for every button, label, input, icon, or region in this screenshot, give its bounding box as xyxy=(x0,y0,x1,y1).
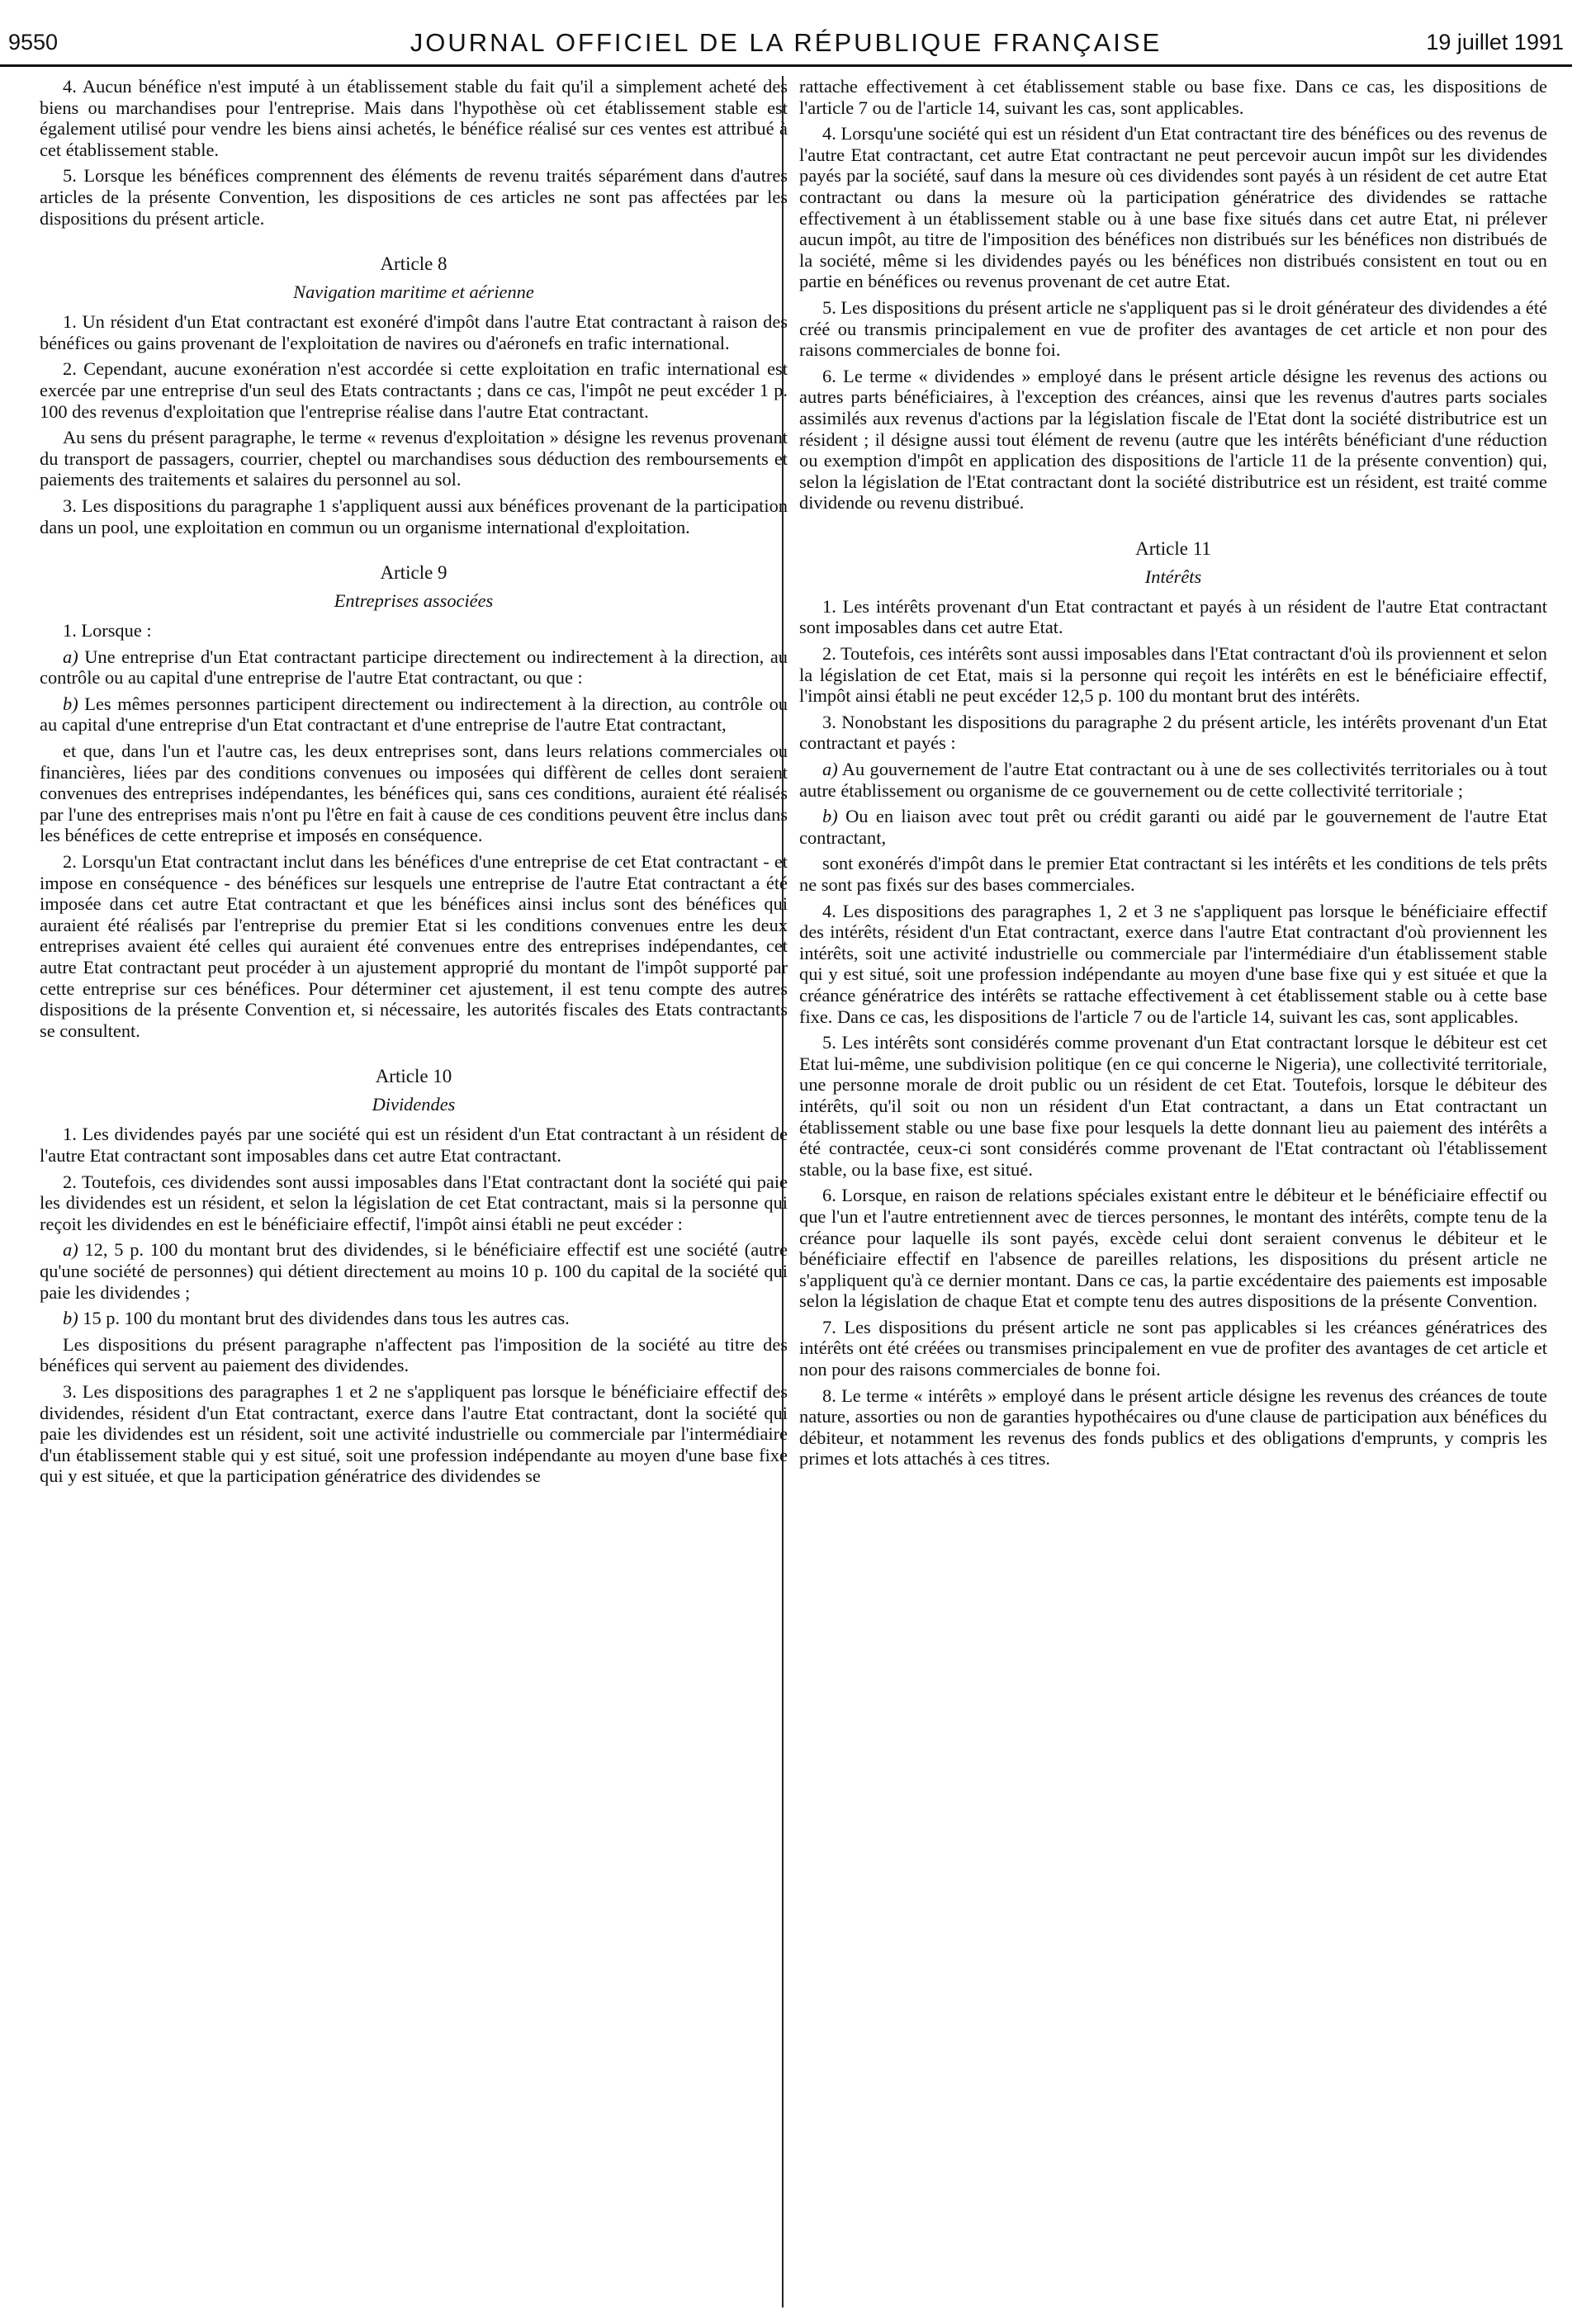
journal-title: JOURNAL OFFICIEL DE LA RÉPUBLIQUE FRANÇAISE xyxy=(410,28,1162,57)
paragraph: 4. Lorsqu'une société qui est un résident d'un Etat contractant tire des bénéfices ou des revenus de l'autre Etat contractant, cet autre Etat contractant ne peut percevoir aucun impôt sur les dividendes payés par la société, sauf dans la mesure où ces dividendes sont payés à un résident de cet autre Etat contractant ou dans la mesure où la participation génératrice des dividendes se rattache effectivement à un établissement stable ou à une base fixe situés dans cet autre Etat, ni prélever aucun impôt, au titre de l'imposition des bénéfices non distribués sur les bénéfices non distribués de la société, même si les dividendes payés ou les bénéfices non distribués consistent en tout ou en partie en bénéfices ou revenus provenant de cet autre Etat. xyxy=(799,123,1547,292)
paragraph: 2. Toutefois, ces dividendes sont aussi imposables dans l'Etat contractant dont la société qui paie les dividendes est un résident, et selon la législation de cet Etat contractant, mais si la personne qui reçoit les dividendes en est le bénéficiaire effectif, l'impôt ainsi établi ne peut excéder : xyxy=(40,1171,788,1234)
article-heading: Article 11 xyxy=(1135,537,1211,559)
paragraph: 3. Les dispositions du paragraphe 1 s'appliquent aussi aux bénéfices provenant de la participation dans un pool, une exploitation en commun ou un organisme international d'exploitation. xyxy=(40,495,788,537)
paragraph: 1. Un résident d'un Etat contractant est exonéré d'impôt dans l'autre Etat contractant à raison des bénéfices ou gains provenant de l'exploitation de navires ou d'aéronefs en trafic international. xyxy=(40,311,788,353)
paragraph: 8. Le terme « intérêts » employé dans le présent article désigne les revenus des créances de toute nature, assorties ou non de garanties hypothécaires ou d'une clause de participation aux bénéfices du débiteur, et notamment les revenus des fonds publics et des obligations d'emprunts, y compris les primes et lots attachés à ces titres. xyxy=(799,1384,1547,1470)
paragraph: 2. Lorsqu'un Etat contractant inclut dans les bénéfices d'une entreprise de cet Etat contractant - et impose en conséquence - des bénéfices sur lesquels une entreprise de l'autre Etat contractant a été imposée dans cet autre Etat contractant et que les bénéfices ainsi inclus sont des bénéfices qui auraient été réalisés par l'entreprise du premier Etat si les conditions convenues entre les deux entreprises avaient été celles qui auraient été convenues entre des entreprises indépendantes, cet autre Etat contractant peut procéder à un ajustement approprié du montant de l'impôt supporté par cette entreprise sur ces bénéfices. Pour déterminer cet ajustement, il est tenu compte des autres dispositions de la présente Convention et, si nécessaire, les autorités fiscales des Etats contractants se consultent. xyxy=(40,851,788,1041)
article-heading: Article 8 xyxy=(380,253,447,275)
paragraph: 3. Nonobstant les dispositions du paragraphe 2 du présent article, les intérêts provenant d'un Etat contractant et payés : xyxy=(799,711,1547,754)
item-label: b) xyxy=(63,1308,78,1329)
paragraph: 7. Les dispositions du présent article ne sont pas applicables si les créances génératrices des intérêts ont été créées ou transmises principalement en vue de profiter des avantages de cet article et non pour des raisons commerciales de bonne foi. xyxy=(799,1316,1547,1380)
list-item xyxy=(799,759,1547,801)
paragraph: 6. Le terme « dividendes » employé dans le présent article désigne les revenus des actions ou autres parts bénéficiaires, à l'exception des créances, ainsi que les revenus d'autres parts sociales assimilés aux revenus d'actions par la législation fiscale de l'Etat dont la société distributrice est un résident ; il désigne aussi tout élément de revenu (autre que les intérêts bénéficiant d'une réduction ou exemption d'impôt en application des dispositions de l'article 11 de la présente convention) qui, selon la législation de l'Etat contractant dont la société distributrice est un résident, est traité comme dividende ou revenu distribué. xyxy=(799,365,1547,514)
paragraph: et que, dans l'un et l'autre cas, les deux entreprises sont, dans leurs relations commerciales ou financières, liées par des conditions convenues ou imposées qui diffèrent de celles dont seraient convenues des entreprises indépendantes, les bénéfices qui, sans ces conditions, auraient été réalisés par l'une des entreprises mais n'ont pu l'être en fait à cause de ces conditions peuvent être inclus dans les bénéfices de cette entreprise et imposés en conséquence. xyxy=(40,741,788,846)
list-item xyxy=(799,806,1547,848)
item-text: 12, 5 p. 100 du montant brut des dividendes, si le bénéficiaire effectif est une société (autre qu'une société de personnes) qui détient directement au moins 10 p. 100 du capital de la société qui paie les dividendes ; xyxy=(40,1239,788,1303)
right-column xyxy=(799,76,1547,2314)
left-column xyxy=(40,76,788,2314)
article-subtitle: Intérêts xyxy=(1144,566,1202,587)
item-label: b) xyxy=(822,806,838,827)
article-heading: Article 10 xyxy=(375,1066,452,1087)
list-item xyxy=(40,1239,788,1303)
item-text: Au gouvernement de l'autre Etat contractant ou à une de ses collectivités territoriales ou à tout autre établissement ou organisme de ce gouvernement ou de cette collectivité territoriale ; xyxy=(799,759,1547,801)
paragraph: 5. Lorsque les bénéfices comprennent des éléments de revenu traités séparément dans d'autres articles de la présente Convention, les dispositions de ces articles ne sont pas affectées par les dispositions du présent article. xyxy=(40,165,788,229)
list-item xyxy=(40,693,788,736)
paragraph: 3. Les dispositions des paragraphes 1 et 2 ne s'appliquent pas lorsque le bénéficiaire effectif des dividendes, résident d'un Etat contractant, exerce dans l'autre Etat contractant, dont la société qui paie les dividendes est un résident, soit une activité industrielle ou commerciale par l'intermédiaire d'un établissement stable qui y est situé, soit une profession indépendante au moyen d'une base fixe qui y est située, et que la participation génératrice des dividendes se xyxy=(40,1380,788,1487)
article-subtitle: Navigation maritime et aérienne xyxy=(293,282,534,303)
article-subtitle: Entreprises associées xyxy=(334,590,494,612)
paragraph: 2. Cependant, aucune exonération n'est accordée si cette exploitation en trafic international est exercée par une entreprise d'un seul des Etats contractants ; dans ce cas, l'impôt ne peut excéder 1 p. 100 des revenus d'exploitation que l'entreprise réalise dans l'autre Etat contractant. xyxy=(40,358,788,422)
paragraph: sont exonérés d'impôt dans le premier Etat contractant si les intérêts et les conditions de tels prêts ne sont pas fixés sur des bases commerciales. xyxy=(799,853,1547,895)
paragraph: rattache effectivement à cet établissement stable ou base fixe. Dans ce cas, les dispositions de l'article 7 ou de l'article 14, suivant les cas, sont applicables. xyxy=(799,76,1547,118)
item-text: 15 p. 100 du montant brut des dividendes dans tous les autres cas. xyxy=(78,1308,570,1329)
item-text: Une entreprise d'un Etat contractant participe directement ou indirectement à la direction, au contrôle ou au capital d'une entreprise de l'autre Etat contractant, ou que : xyxy=(40,646,788,689)
article-heading: Article 9 xyxy=(380,562,447,584)
paragraph: 1. Les intérêts provenant d'un Etat contractant et payés à un résident de l'autre Etat contractant sont imposables dans cet autre Etat. xyxy=(799,595,1547,638)
page-header xyxy=(0,0,1572,67)
article-subtitle: Dividendes xyxy=(372,1094,456,1115)
item-text: Les mêmes personnes participent directement ou indirectement à la direction, au contrôle ou au capital d'une entreprise d'un Etat contractant et d'une entreprise de l'autre Etat contractant, xyxy=(40,693,788,736)
paragraph: 1. Lorsque : xyxy=(63,620,152,641)
paragraph: 4. Aucun bénéfice n'est imputé à un établissement stable du fait qu'il a simplement acheté des biens ou marchandises pour l'entreprise. Mais dans l'hypothèse où cet établissement stable est également utilisé pour vendre les biens ainsi achetés, le bénéfice réalisé sur ces ventes est attribué à cet établissement stable. xyxy=(40,76,788,160)
paragraph: 5. Les intérêts sont considérés comme provenant d'un Etat contractant lorsque le débiteur est cet Etat lui-même, une subdivision politique (en ce qui concerne le Nigeria), une collectivité territoriale, une personne morale de droit public ou un résident de cet Etat. Toutefois, lorsque le débiteur des intérêts, qu'il soit ou non un résident d'un Etat contractant, a dans un Etat contractant un établissement stable ou une base fixe pour lesquels la dette donnant lieu au paiement des intérêts a été contractée, ceux-ci sont considérés comme provenant de l'Etat contractant où l'établissement stable, ou la base fixe, est situé. xyxy=(799,1032,1547,1180)
item-label: a) xyxy=(822,759,838,780)
item-label: a) xyxy=(63,646,78,667)
paragraph: 6. Lorsque, en raison de relations spéciales existant entre le débiteur et le bénéficiaire effectif ou que l'un et l'autre entretiennent avec de tierces personnes, le montant des intérêts, compte tenu de la créance pour laquelle ils sont payés, excède celui dont seraient convenus le débiteur et le bénéficiaire effectif en l'absence de pareilles relations, les dispositions du présent article ne s'appliquent qu'à ce dernier montant. Dans ce cas, la partie excédentaire des paiements est imposable selon la législation de chaque Etat et compte tenu des autres dispositions de la présente Convention. xyxy=(799,1185,1547,1312)
item-label: b) xyxy=(63,693,78,714)
paragraph: 2. Toutefois, ces intérêts sont aussi imposables dans l'Etat contractant d'où ils proviennent et selon la législation de cet Etat, mais si la personne qui reçoit les intérêts en est le bénéficiaire effectif, l'impôt ainsi établi ne peut excéder 12,5 p. 100 du montant brut des intérêts. xyxy=(799,643,1547,707)
item-text: Ou en liaison avec tout prêt ou crédit garanti ou aidé par le gouvernement de l'autre Etat contractant, xyxy=(799,806,1547,848)
list-item xyxy=(40,1308,788,1329)
list-item xyxy=(40,646,788,689)
issue-date: 19 juillet 1991 xyxy=(1426,30,1564,54)
paragraph: Au sens du présent paragraphe, le terme « revenus d'exploitation » désigne les revenus provenant du transport de passagers, courrier, cheptel ou marchandises sous déduction des remboursements et paiements des traitements et salaires du personnel au sol. xyxy=(40,427,788,490)
paragraph: 1. Les dividendes payés par une société qui est un résident d'un Etat contractant à un résident de l'autre Etat contractant sont imposables dans cet autre Etat contractant. xyxy=(40,1124,788,1166)
paragraph: Les dispositions du présent paragraphe n'affectent pas l'imposition de la société au titre des bénéfices qui servent au paiement des dividendes. xyxy=(40,1333,788,1376)
paragraph: 5. Les dispositions du présent article ne s'appliquent pas si le droit générateur des dividendes a été créé ou transmis principalement en vue de profiter des avantages de cet article et non pour des raisons commerciales de bonne foi. xyxy=(799,296,1547,361)
paragraph: 4. Les dispositions des paragraphes 1, 2 et 3 ne s'appliquent pas lorsque le bénéficiaire effectif des intérêts, résident d'un Etat contractant, exerce dans l'autre Etat contractant d'où proviennent les intérêts, soit une activité industrielle ou commerciale par l'intermédiaire d'un établissement stable qui y est situé, soit une profession indépendante au moyen d'une base fixe qui y est située et que la créance génératrice des intérêts se rattache effectivement à cet établissement stable ou à cette base fixe. Dans ce cas, les dispositions de l'article 7 ou de l'article 14, suivant les cas, sont applicables. xyxy=(799,900,1547,1027)
page-number: 9550 xyxy=(8,30,59,54)
item-label: a) xyxy=(63,1239,78,1261)
